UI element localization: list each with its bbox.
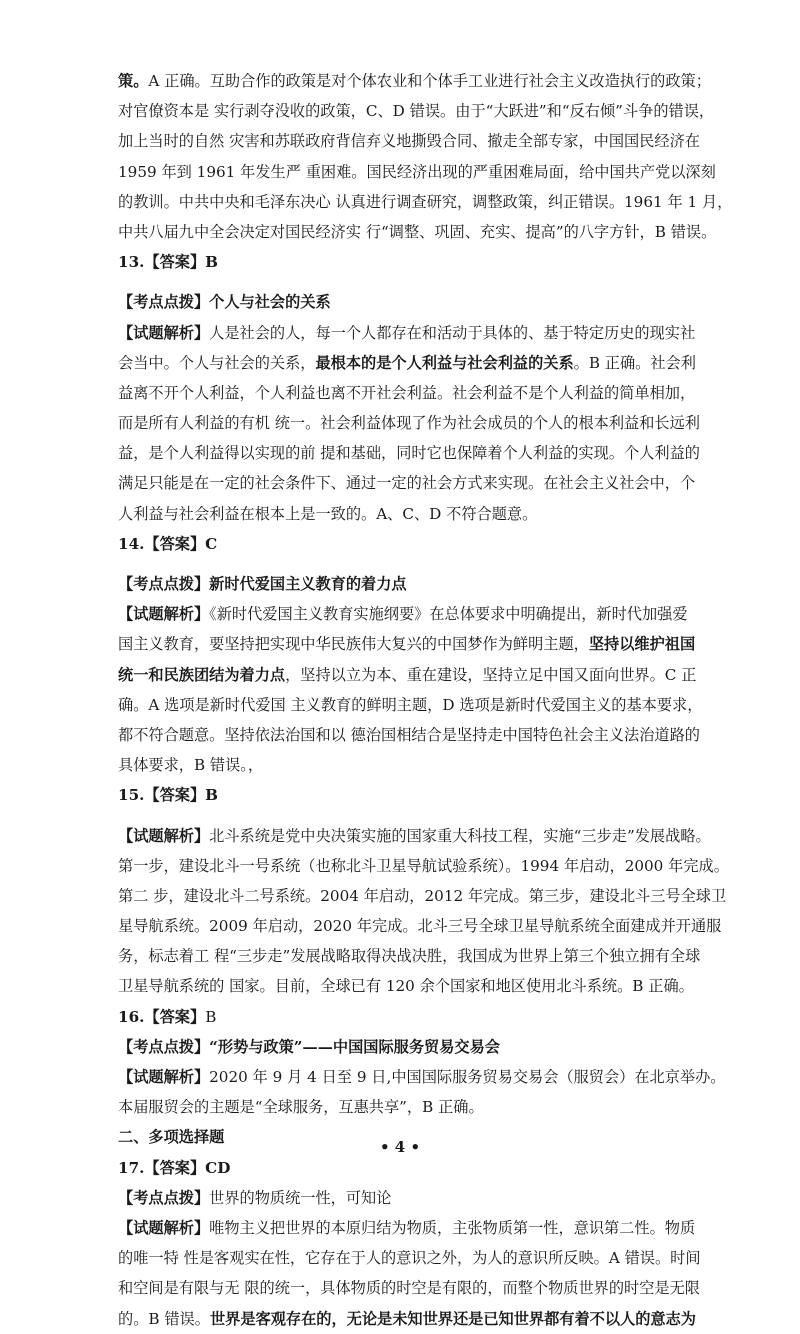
text-run: 星导航系统。2009 年启动，2020 年完成。北斗三号全球卫星导航系统全面建成并开通服 <box>118 917 722 936</box>
bold-text-run: 【试题解析】 <box>118 1218 210 1237</box>
text-run: 本届服贸会的主题是“全球服务，互惠共享”，B 正确。 <box>118 1098 484 1117</box>
text-line <box>118 1243 701 1273</box>
bold-text-run: 【考点点拨】 <box>118 1188 210 1207</box>
text-line <box>118 660 697 690</box>
bold-text-run: 14.【答案】C <box>118 534 218 553</box>
bold-text-run: 【考点点拨】 <box>118 293 210 312</box>
text-run: 卫星导航系统的 国家。目前，全球已有 120 余个国家和地区使用北斗系统。B 正确。 <box>118 977 694 996</box>
text-run: B <box>205 1007 217 1026</box>
text-line <box>118 66 711 96</box>
bold-text-run: 个人与社会的关系 <box>209 293 331 312</box>
text-run: 国主义教育，要坚持把实现中华民族伟大复兴的中国梦作为鲜明主题， <box>118 635 589 654</box>
bold-text-run: 【考点点拨】 <box>118 575 210 593</box>
text-run: 会当中。个人与社会的关系， <box>118 353 316 372</box>
bold-text-run: 【试题解析】 <box>118 323 210 342</box>
text-run: 《新时代爱国主义教育实施纲要》在总体要求中明确提出，新时代加强爱 <box>209 605 688 624</box>
text-line <box>118 126 700 156</box>
text-line <box>118 499 684 529</box>
text-line <box>118 287 684 317</box>
text-line <box>118 780 684 810</box>
text-line <box>118 1273 700 1303</box>
text-line <box>118 881 727 911</box>
text-line <box>118 720 700 750</box>
text-line <box>118 157 716 187</box>
page-number: • 4 • <box>379 1138 421 1156</box>
text-run: 2020 年 9 月 4 日至 9 日,中国国际服务贸易交易会（服贸会）在北京举办。 <box>209 1068 726 1086</box>
text-line <box>118 750 684 780</box>
text-run: 务，标志着工 程“三步走”发展战略取得决战决胜，我国成为世界上第三个独立拥有全球 <box>118 947 701 966</box>
text-line <box>118 690 703 720</box>
bold-text-run: 新时代爱国主义教育的着力点 <box>209 575 407 593</box>
text-line <box>118 1153 684 1183</box>
text-run: 。B 正确。社会利 <box>573 353 696 372</box>
text-run: 而是所有人利益的有机 统一。社会利益体现了作为社会成员的个人的根本利益和长远利 <box>118 414 700 433</box>
bold-text-run: 【试题解析】 <box>118 826 210 845</box>
text-line <box>118 247 684 277</box>
text-line <box>118 348 696 378</box>
bold-text-run: 【试题解析】 <box>118 605 210 624</box>
bold-text-run: 15.【答案】B <box>118 786 219 805</box>
bold-text-run: 世界是客观存在的，无论是未知世界还是已知世界都有着不以人的意志为 <box>209 1309 696 1328</box>
text-run: 第一步，建设北斗一号系统（也称北斗卫星导航试验系统）。1994 年启动，2000 年完成。 <box>118 856 729 875</box>
bold-text-run: 13.【答案】B <box>118 253 219 272</box>
text-run: 北斗系统是党中央决策实施的国家重大科技工程，实施“三步走”发展战略。 <box>209 826 711 845</box>
text-line <box>118 569 684 599</box>
paragraph-gap <box>118 811 684 821</box>
text-line <box>118 629 696 659</box>
text-line <box>118 851 729 881</box>
text-run: 的。B 错误。 <box>118 1309 210 1328</box>
bold-text-run: 策。 <box>118 72 149 90</box>
bold-text-run: 16.【答案】 <box>118 1007 206 1026</box>
text-line <box>118 1062 726 1092</box>
text-run: 确。A 选项是新时代爱国 主义教育的鲜明主题，D 选项是新时代爱国主义的基本要求， <box>118 695 703 714</box>
text-run: ，坚持以立为本、重在建设，坚持立足中国又面向世界。C 正 <box>285 665 697 684</box>
bold-text-run: 坚持以维护祖国 <box>588 635 696 654</box>
bold-text-run: 17.【答案】CD <box>118 1158 231 1177</box>
text-line <box>118 1032 684 1062</box>
text-line <box>118 378 696 408</box>
text-line <box>118 821 711 851</box>
text-line <box>118 1002 684 1032</box>
text-run: 世界的物质统一性，可知论 <box>209 1188 392 1207</box>
text-run: 加上当时的自然 灾害和苏联政府背信弃义地撕毁合同、撤走全部专家，中国国民经济在 <box>118 132 700 151</box>
text-line <box>118 911 722 941</box>
text-line <box>118 599 688 629</box>
text-run: 对官僚资本是 实行剥夺没收的政策，C、D 错误。由于“大跃进”和“反右倾”斗争的错误， <box>118 102 715 121</box>
bold-text-run: 二、多项选择题 <box>118 1128 225 1147</box>
text-run: 第二 步，建设北斗二号系统。2004 年启动，2012 年完成。第三步，建设北斗三号全球卫 <box>118 886 727 905</box>
text-run: 人是社会的人，每一个人都存在和活动于具体的、基于特定历史的现实社 <box>209 323 696 342</box>
paragraph-gap <box>118 559 684 569</box>
text-run: 益，是个人利益得以实现的前 提和基础，同时它也保障着个人利益的实现。个人利益的 <box>118 444 700 463</box>
text-run: 人利益与社会利益在根本上是一致的。A、C、D 不符合题意。 <box>118 504 538 523</box>
text-run: 1959 年到 1961 年发生严 重困难。国民经济出现的严重困难局面，给中国共产党以深刻 <box>118 162 716 181</box>
text-run: 的唯一特 性是客观实在性，它存在于人的意识之外，为人的意识所反映。A 错误。时间 <box>118 1249 701 1268</box>
text-line <box>118 187 733 217</box>
text-line <box>118 408 700 438</box>
text-run: 都不符合题意。坚持依法治国和以 德治国相结合是坚持走中国特色社会主义法治道路的 <box>118 725 700 744</box>
text-line <box>118 529 684 559</box>
bold-text-run: 最根本的是个人利益与社会利益的关系 <box>315 353 574 372</box>
bold-text-run: 【考点点拨】“形势与政策”——中国国际服务贸易交易会 <box>118 1037 500 1056</box>
bold-text-run: 【试题解析】 <box>118 1068 210 1086</box>
text-run: 益离不开个人利益，个人利益也离不开社会利益。社会利益不是个人利益的简单相加， <box>118 383 696 402</box>
text-run: 和空间是有限与无 限的统一，具体物质的时空是有限的，而整个物质世界的时空是无限 <box>118 1279 700 1298</box>
text-line <box>118 438 700 468</box>
text-line <box>118 1183 684 1213</box>
text-run: 唯物主义把世界的本原归结为物质，主张物质第一性，意识第二性。物质 <box>209 1218 696 1237</box>
text-line <box>118 1213 696 1243</box>
paragraph-gap <box>118 277 684 287</box>
text-line <box>118 1304 696 1334</box>
text-run: 中共八届九中全会决定对国民经济实 行“调整、巩固、充实、提高”的八字方针，B 错误。 <box>118 222 717 241</box>
text-line <box>118 468 696 498</box>
text-run: 满足只能是在一定的社会条件下、通过一定的社会方式来实现。在社会主义社会中，个 <box>118 474 696 493</box>
text-run: 具体要求，B 错误。， <box>118 756 264 775</box>
text-line <box>118 941 701 971</box>
text-run: 的教训。中共中央和毛泽东决心 认真进行调查研究，调整政策，纠正错误。1961 年 1 月， <box>118 192 733 211</box>
text-line <box>118 96 715 126</box>
text-run: A 正确。互助合作的政策是对个体农业和个体手工业进行社会主义改造执行的政策； <box>148 72 711 90</box>
text-line <box>118 217 717 247</box>
bold-text-run: 统一和民族团结为着力点 <box>118 665 286 684</box>
text-line <box>118 318 696 348</box>
text-line <box>118 1092 684 1122</box>
text-line <box>118 971 694 1001</box>
